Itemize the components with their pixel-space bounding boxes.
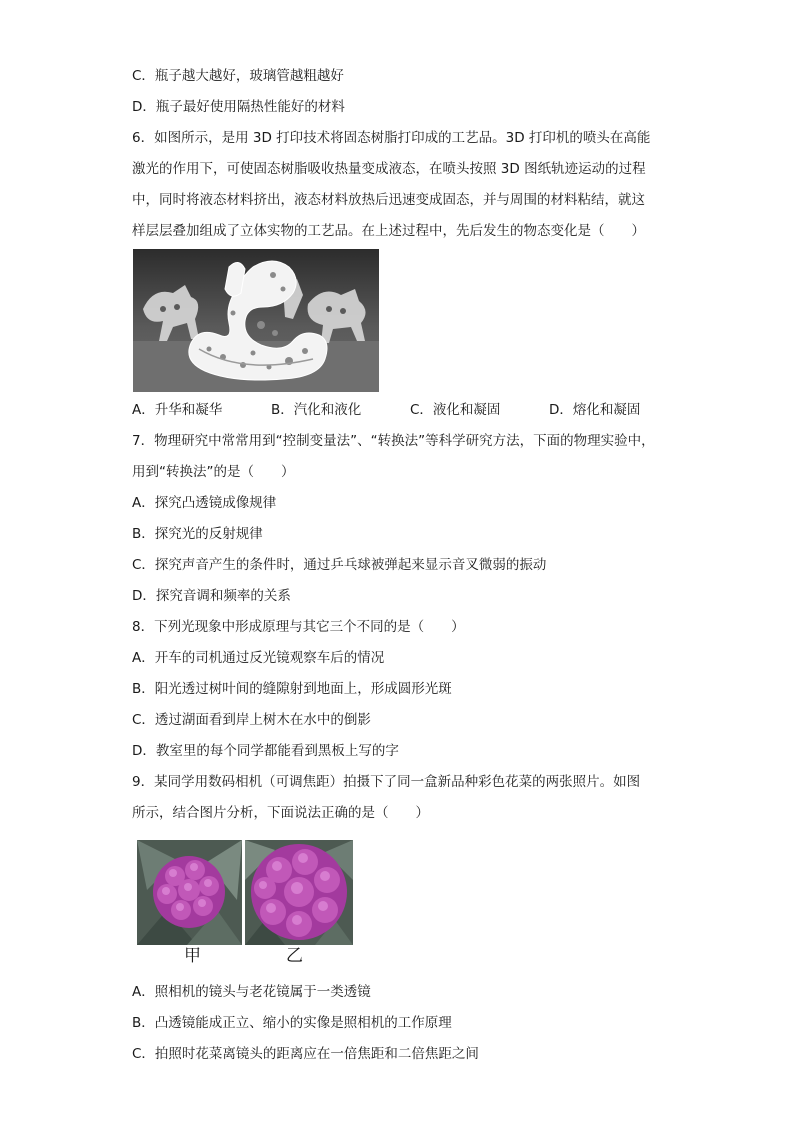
line-15: B．阳光透过树叶间的缝隙射到地面上，形成圆形光斑 — [132, 681, 452, 697]
q6-options — [0, 400, 794, 420]
line-22: C．拍照时花菜离镜头的距离应在一倍焦距和二倍焦距之间 — [132, 1046, 479, 1062]
line-16: C．透过湖面看到岸上树木在水中的倒影 — [132, 712, 371, 728]
line-8: 用到“转换法”的是（ ） — [132, 464, 295, 480]
q9-caption-right: 乙 — [286, 946, 303, 966]
q9-photo-left — [137, 840, 242, 945]
line-6: 样层层叠加组成了立体实物的工艺品。在上述过程中，先后发生的物态变化是（ ） — [132, 223, 645, 239]
line-1: C．瓶子越大越好，玻璃管越粗越好 — [132, 68, 344, 84]
line-19: 所示，结合图片分析，下面说法正确的是（ ） — [132, 805, 429, 821]
line-17: D．教室里的每个同学都能看到黑板上写的字 — [132, 743, 399, 759]
line-2: D．瓶子最好使用隔热性能好的材料 — [132, 99, 345, 115]
line-13: 8．下列光现象中形成原理与其它三个不同的是（ ） — [132, 619, 465, 635]
q6-option-a: A．升华和凝华 — [132, 402, 223, 418]
q9-caption-left: 甲 — [184, 946, 201, 966]
q6-option-c: C．液化和凝固 — [410, 402, 501, 418]
q6-3d-print-photo — [133, 249, 379, 392]
line-3: 6．如图所示，是用 3D 打印技术将固态树脂打印成的工艺品。3D 打印机的喷头在高能 — [132, 130, 651, 146]
line-5: 中，同时将液态材料挤出，液态材料放热后迅速变成固态，并与周围的材料粘结，就这 — [132, 192, 645, 208]
line-4: 激光的作用下，可使固态树脂吸收热量变成液态，在喷头按照 3D 图纸轨迹运动的过程 — [132, 161, 646, 177]
line-14: A．开车的司机通过反光镜观察车后的情况 — [132, 650, 385, 666]
q6-option-d: D．熔化和凝固 — [549, 402, 641, 418]
line-7: 7．物理研究中常常用到“控制变量法”、“转换法”等科学研究方法，下面的物理实验中， — [132, 433, 655, 449]
line-10: B．探究光的反射规律 — [132, 526, 263, 542]
line-21: B．凸透镜能成正立、缩小的实像是照相机的工作原理 — [132, 1015, 452, 1031]
q9-photo-right — [245, 840, 353, 945]
line-11: C．探究声音产生的条件时，通过乒乓球被弹起来显示音叉微弱的振动 — [132, 557, 547, 573]
line-20: A．照相机的镜头与老花镜属于一类透镜 — [132, 984, 371, 1000]
q6-option-b: B．汽化和液化 — [271, 402, 362, 418]
line-9: A．探究凸透镜成像规律 — [132, 495, 277, 511]
line-18: 9．某同学用数码相机（可调焦距）拍摄下了同一盒新品种彩色花菜的两张照片。如图 — [132, 774, 641, 790]
line-12: D．探究音调和频率的关系 — [132, 588, 291, 604]
